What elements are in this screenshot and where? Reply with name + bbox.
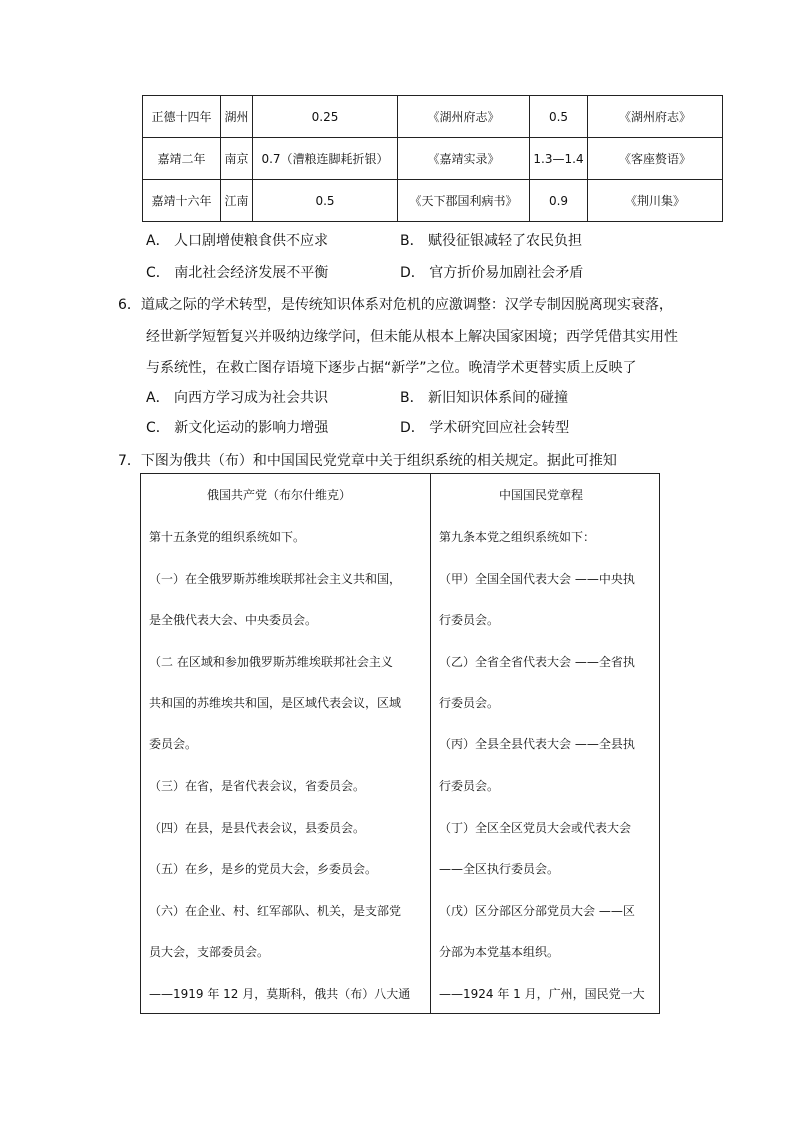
column-line: （丁）全区全区党员大会或代表大会 [439, 821, 632, 835]
table-cell: 《客座赘语》 [588, 138, 723, 180]
q6-option-c[interactable]: C． 新文化运动的影响力增强 [146, 420, 329, 436]
column-line: （戊）区分部区分部党员大会 ——区 [439, 904, 635, 918]
column-line: 行委员会。 [439, 696, 500, 710]
table-cell: 《天下郡国利病书》 [398, 180, 530, 222]
table-cell: 0.25 [253, 96, 398, 138]
column-line: ——全区执行委员会。 [439, 862, 560, 876]
column-line: （甲）全国全国代表大会 ——中央执 [439, 572, 635, 586]
party-charter-comparison [140, 473, 660, 1014]
column-line: （五）在乡，是乡的党员大会，乡委员会。 [149, 862, 378, 876]
column-line: 分部为本党基本组织。 [439, 945, 560, 959]
q6-option-d[interactable]: D． 学术研究回应社会转型 [400, 420, 570, 436]
q6-option-b[interactable]: B． 新旧知识体系间的碰撞 [400, 390, 569, 406]
q5-option-b[interactable]: B． 赋役征银减轻了农民负担 [400, 233, 583, 249]
column-title: 俄国共产党（布尔什维克） [207, 488, 352, 502]
table-cell: 湖州 [221, 96, 253, 138]
column-line: （三）在省，是省代表会议，省委员会。 [149, 779, 366, 793]
table-cell: 《荆川集》 [588, 180, 723, 222]
column-line: 是全俄代表大会、中央委员会。 [149, 613, 318, 627]
column-line: （一）在全俄罗斯苏维埃联邦社会主义共和国， [149, 572, 402, 586]
column-line: ——1924 年 1 月，广州，国民党一大 [439, 987, 645, 1001]
column-title: 中国国民党章程 [499, 488, 584, 502]
q6-stem-line-3: 与系统性，在救亡图存语境下逐步占据“新学”之位。晚清学术更替实质上反映了 [146, 360, 637, 376]
table-row [143, 180, 723, 222]
table-cell: 1.3—1.4 [530, 138, 588, 180]
table-cell: 嘉靖十六年 [143, 180, 221, 222]
table-row [143, 138, 723, 180]
column-line: （四）在县，是县代表会议，县委员会。 [149, 821, 366, 835]
column-line: 员大会，支部委员会。 [149, 945, 270, 959]
column-line: 行委员会。 [439, 613, 500, 627]
table-row [143, 96, 723, 138]
grain-price-table [142, 95, 723, 222]
column-line: ——1919 年 12 月，莫斯科，俄共（布）八大通 [149, 987, 411, 1001]
column-line: 第九条本党之组织系统如下： [439, 530, 596, 544]
table-cell: 《湖州府志》 [588, 96, 723, 138]
column-line: 共和国的苏维埃共和国，是区域代表会议，区域 [149, 696, 402, 710]
table-cell: 0.9 [530, 180, 588, 222]
column-divider [430, 474, 431, 1013]
table-cell: 嘉靖二年 [143, 138, 221, 180]
q6-option-a[interactable]: A． 向西方学习成为社会共识 [146, 390, 329, 406]
column-line: 第十五条党的组织系统如下。 [149, 530, 306, 544]
table-cell: 正德十四年 [143, 96, 221, 138]
column-line: （六）在企业、村、红军部队、机关，是支部党 [149, 904, 402, 918]
table-cell: 江南 [221, 180, 253, 222]
column-line: 委员会。 [149, 737, 198, 751]
column-line: （二 在区域和参加俄罗斯苏维埃联邦社会主义 [149, 655, 393, 669]
table-cell: 0.5 [253, 180, 398, 222]
q7-stem: 7．下图为俄共（布）和中国国民党党章中关于组织系统的相关规定。据此可推知 [118, 453, 617, 469]
column-line: （丙）全县全县代表大会 ——全县执 [439, 737, 635, 751]
table-cell: 《嘉靖实录》 [398, 138, 530, 180]
table-cell: 0.5 [530, 96, 588, 138]
q5-option-d[interactable]: D． 官方折价易加剧社会矛盾 [400, 265, 584, 281]
column-line: （乙）全省全省代表大会 ——全省执 [439, 655, 635, 669]
table-cell: 南京 [221, 138, 253, 180]
column-line: 行委员会。 [439, 779, 500, 793]
table-cell: 《湖州府志》 [398, 96, 530, 138]
table-cell: 0.7（漕粮连脚耗折银） [253, 138, 398, 180]
q5-option-a[interactable]: A． 人口剧增使粮食供不应求 [146, 233, 329, 249]
q5-option-c[interactable]: C． 南北社会经济发展不平衡 [146, 265, 329, 281]
q6-stem-line-1: 6．道咸之际的学术转型，是传统知识体系对危机的应激调整：汉学专制因脱离现实衰落， [118, 297, 673, 313]
q6-stem-line-2: 经世新学短暂复兴并吸纳边缘学问，但未能从根本上解决国家困境；西学凭借其实用性 [146, 329, 678, 345]
